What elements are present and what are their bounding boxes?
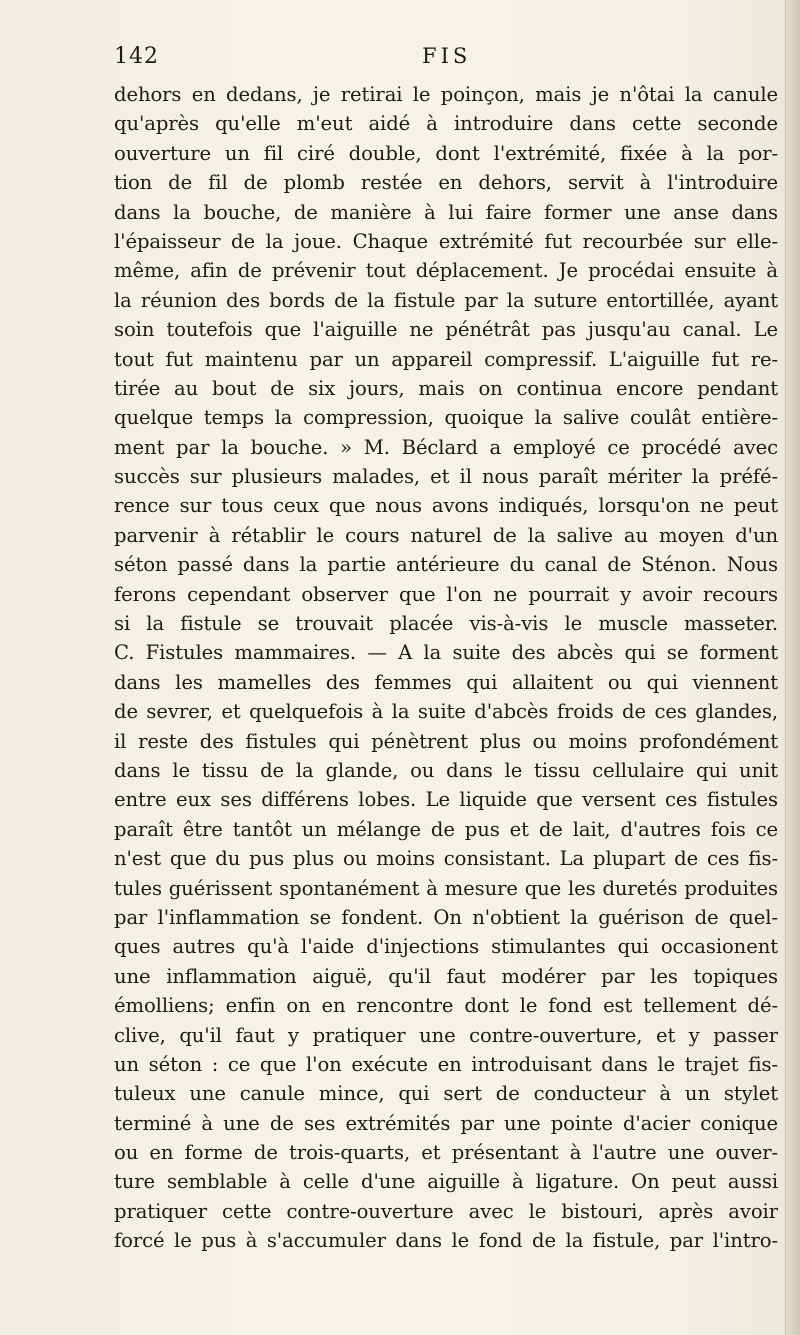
text-line: dans les mamelles des femmes qui allaitent ou qui viennent <box>114 670 778 694</box>
text-line: soin toutefois que l'aiguille ne pénétrât pas jusqu'au canal. Le <box>114 318 778 342</box>
text-line: quelque temps la compression, quoique la salive coulât entière- <box>114 406 778 430</box>
text-line: la réunion des bords de la fistule par la suture entortillée, ayant <box>114 288 778 312</box>
page-edge <box>785 0 800 1335</box>
text-line: C. Fistules mammaires. — A la suite des abcès qui se forment <box>114 641 778 665</box>
text-line: succès sur plusieurs malades, et il nous paraît mériter la préfé- <box>114 465 778 489</box>
text-line: si la fistule se trouvait placée vis-à-vis le muscle masseter. <box>114 612 778 636</box>
text-line: dans le tissu de la glande, ou dans le tissu cellulaire qui unit <box>114 758 778 782</box>
text-line: qu'après qu'elle m'eut aidé à introduire dans cette seconde <box>114 112 778 136</box>
text-line: terminé à une de ses extrémités par une pointe d'acier conique <box>114 1111 778 1135</box>
text-line: entre eux ses différens lobes. Le liquide que versent ces fistules <box>114 788 778 812</box>
text-line: de sevrer, et quelquefois à la suite d'abcès froids de ces glandes, <box>114 700 778 724</box>
text-line: ou en forme de trois-quarts, et présentant à l'autre une ouver- <box>114 1141 778 1165</box>
text-line: ferons cependant observer que l'on ne pourrait y avoir recours <box>114 582 778 606</box>
text-line: par l'inflammation se fondent. On n'obtient la guérison de quel- <box>114 905 778 929</box>
text-line: émolliens; enfin on en rencontre dont le fond est tellement dé- <box>114 994 778 1018</box>
text-line: ment par la bouche. » M. Béclard a employé ce procédé avec <box>114 435 778 459</box>
text-line: parvenir à rétablir le cours naturel de la salive au moyen d'un <box>114 523 778 547</box>
page-number: 142 <box>114 44 159 69</box>
text-line: pratiquer cette contre-ouverture avec le bistouri, après avoir <box>114 1199 778 1223</box>
text-line: une inflammation aiguë, qu'il faut modérer par les topiques <box>114 964 778 988</box>
text-line: même, afin de prévenir tout déplacement. Je procédai ensuite à <box>114 259 778 283</box>
text-line: il reste des fistules qui pénètrent plus ou moins profondément <box>114 729 778 753</box>
text-line: un séton : ce que l'on exécute en introduisant dans le trajet fis- <box>114 1052 778 1076</box>
text-line: clive, qu'il faut y pratiquer une contre-ouverture, et y passer <box>114 1023 778 1047</box>
text-line: rence sur tous ceux que nous avons indiqués, lorsqu'on ne peut <box>114 494 778 518</box>
text-line: tuleux une canule mince, qui sert de conducteur à un stylet <box>114 1082 778 1106</box>
text-line: tirée au bout de six jours, mais on continua encore pendant <box>114 376 778 400</box>
text-line: ouverture un fil ciré double, dont l'extrémité, fixée à la por- <box>114 141 778 165</box>
text-line: n'est que du pus plus ou moins consistant. La plupart de ces fis- <box>114 847 778 871</box>
text-line: forcé le pus à s'accumuler dans le fond de la fistule, par l'intro- <box>114 1229 778 1253</box>
text-line: dans la bouche, de manière à lui faire former une anse dans <box>114 200 778 224</box>
running-head-title: FIS <box>422 44 472 68</box>
text-line: ture semblable à celle d'une aiguille à ligature. On peut aussi <box>114 1170 778 1194</box>
text-line: tules guérissent spontanément à mesure que les duretés produites <box>114 876 778 900</box>
text-line: paraît être tantôt un mélange de pus et de lait, d'autres fois ce <box>114 817 778 841</box>
body-text <box>114 80 778 1256</box>
text-line: tout fut maintenu par un appareil compressif. L'aiguille fut re- <box>114 347 778 371</box>
text-line: séton passé dans la partie antérieure du canal de Sténon. Nous <box>114 553 778 577</box>
text-line: l'épaisseur de la joue. Chaque extrémité fut recourbée sur elle- <box>114 229 778 253</box>
running-head <box>114 44 780 74</box>
text-line: tion de fil de plomb restée en dehors, servit à l'introduire <box>114 171 778 195</box>
text-line: ques autres qu'à l'aide d'injections stimulantes qui occasionent <box>114 935 778 959</box>
text-line: dehors en dedans, je retirai le poinçon, mais je n'ôtai la canule <box>114 83 778 106</box>
